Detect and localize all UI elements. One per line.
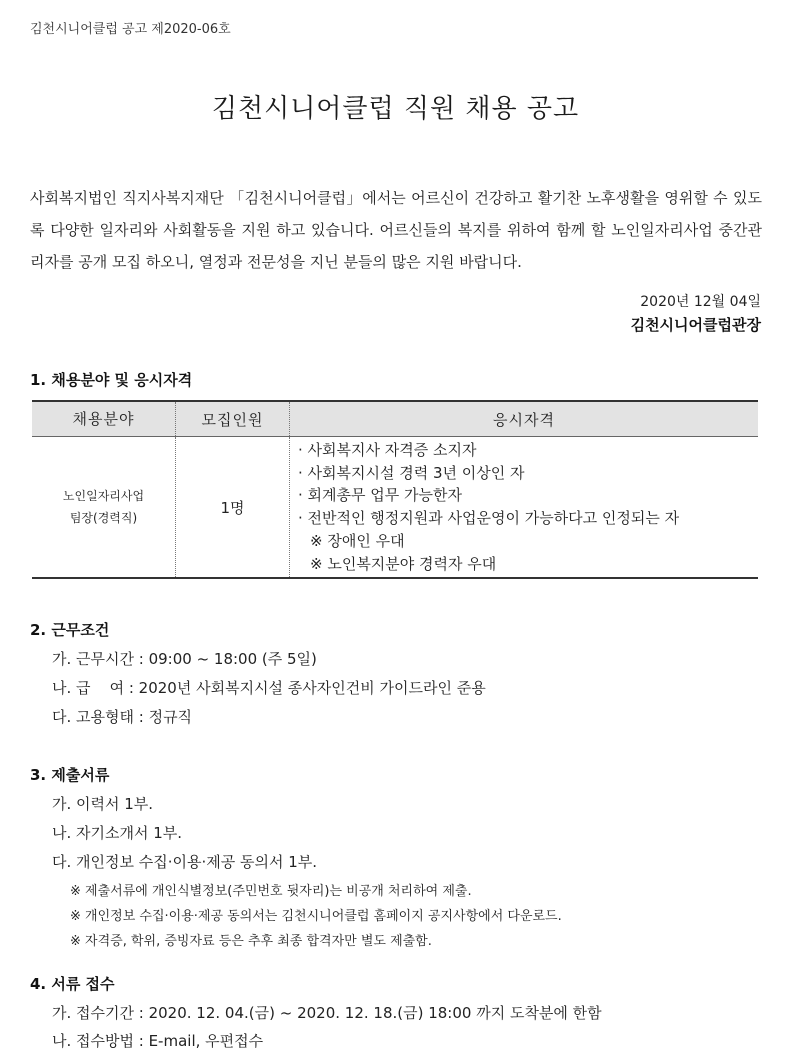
list-item: 가. 근무시간 : 09:00 ~ 18:00 (주 5일) [52, 650, 317, 668]
notice-number: 김천시니어클럽 공고 제2020-06호 [30, 22, 231, 37]
note-item: ※ 개인정보 수집·이용·제공 동의서는 김천시니어클럽 홈페이지 공지사항에서 다운로드. [70, 909, 562, 924]
section-heading-documents: 3. 제출서류 [30, 766, 110, 784]
cell-count: 1명 [176, 437, 290, 579]
table-row [32, 437, 758, 579]
column-header-field: 채용분야 [32, 401, 176, 437]
list-item: 나. 접수방법 : E-mail, 우편접수 [52, 1032, 264, 1050]
list-item: 가. 접수기간 : 2020. 12. 04.(금) ~ 2020. 12. 18.(금) 18:00 까지 도착분에 한함 [52, 1004, 602, 1022]
intro-paragraph: 사회복지법인 직지사복지재단 「김천시니어클럽」에서는 어르신이 건강하고 활기찬 노후생활을 영위할 수 있도록 다양한 일자리와 사회활동을 지원 하고 있습니다. 어르신들의 복지를 위하여 함께 할 노인일자리사업 중간관리자를 공개 모집 하오니, 열정과 전문성을 지닌 분들의 많은 지원 바랍니다. [30, 189, 762, 271]
cell-qualifications [290, 437, 759, 579]
recruitment-table [32, 400, 758, 579]
section-heading-conditions: 2. 근무조건 [30, 621, 110, 639]
column-header-qualification: 응시자격 [290, 401, 759, 437]
field-line: 팀장(경력직) [69, 511, 138, 526]
section-heading-recruitment: 1. 채용분야 및 응시자격 [30, 371, 193, 389]
list-item: 나. 자기소개서 1부. [52, 824, 183, 842]
notice-date: 2020년 12월 04일 [640, 294, 761, 310]
organization-name: 김천시니어클럽관장 [630, 316, 761, 334]
note-item: ※ 자격증, 학위, 증빙자료 등은 추후 최종 합격자만 별도 제출함. [70, 934, 432, 949]
qualification-preference: ※ 장애인 우대 [310, 531, 405, 550]
section-heading-submission: 4. 서류 접수 [30, 975, 115, 993]
qualification-item: · 전반적인 행정지원과 사업운영이 가능하다고 인정되는 자 [298, 509, 680, 528]
list-item: 나. 급 여 : 2020년 사회복지시설 종사자인건비 가이드라인 준용 [52, 679, 486, 697]
list-item: 다. 고용형태 : 정규직 [52, 708, 193, 726]
qualification-preference: ※ 노인복지분야 경력자 우대 [310, 554, 497, 573]
list-item: 가. 이력서 1부. [52, 795, 154, 813]
qualification-item: · 회계총무 업무 가능한자 [298, 486, 462, 505]
qualification-item: · 사회복지사 자격증 소지자 [298, 441, 477, 459]
qualification-item: · 사회복지시설 경력 3년 이상인 자 [298, 463, 525, 482]
cell-field [32, 437, 176, 579]
list-item: 다. 개인정보 수집·이용·제공 동의서 1부. [52, 853, 318, 871]
table-header-row [32, 401, 758, 437]
column-header-count: 모집인원 [176, 401, 290, 437]
page-title: 김천시니어클럽 직원 채용 공고 [211, 94, 580, 124]
field-line: 노인일자리사업 [62, 489, 145, 504]
note-item: ※ 제출서류에 개인식별정보(주민번호 뒷자리)는 비공개 처리하여 제출. [70, 884, 472, 899]
